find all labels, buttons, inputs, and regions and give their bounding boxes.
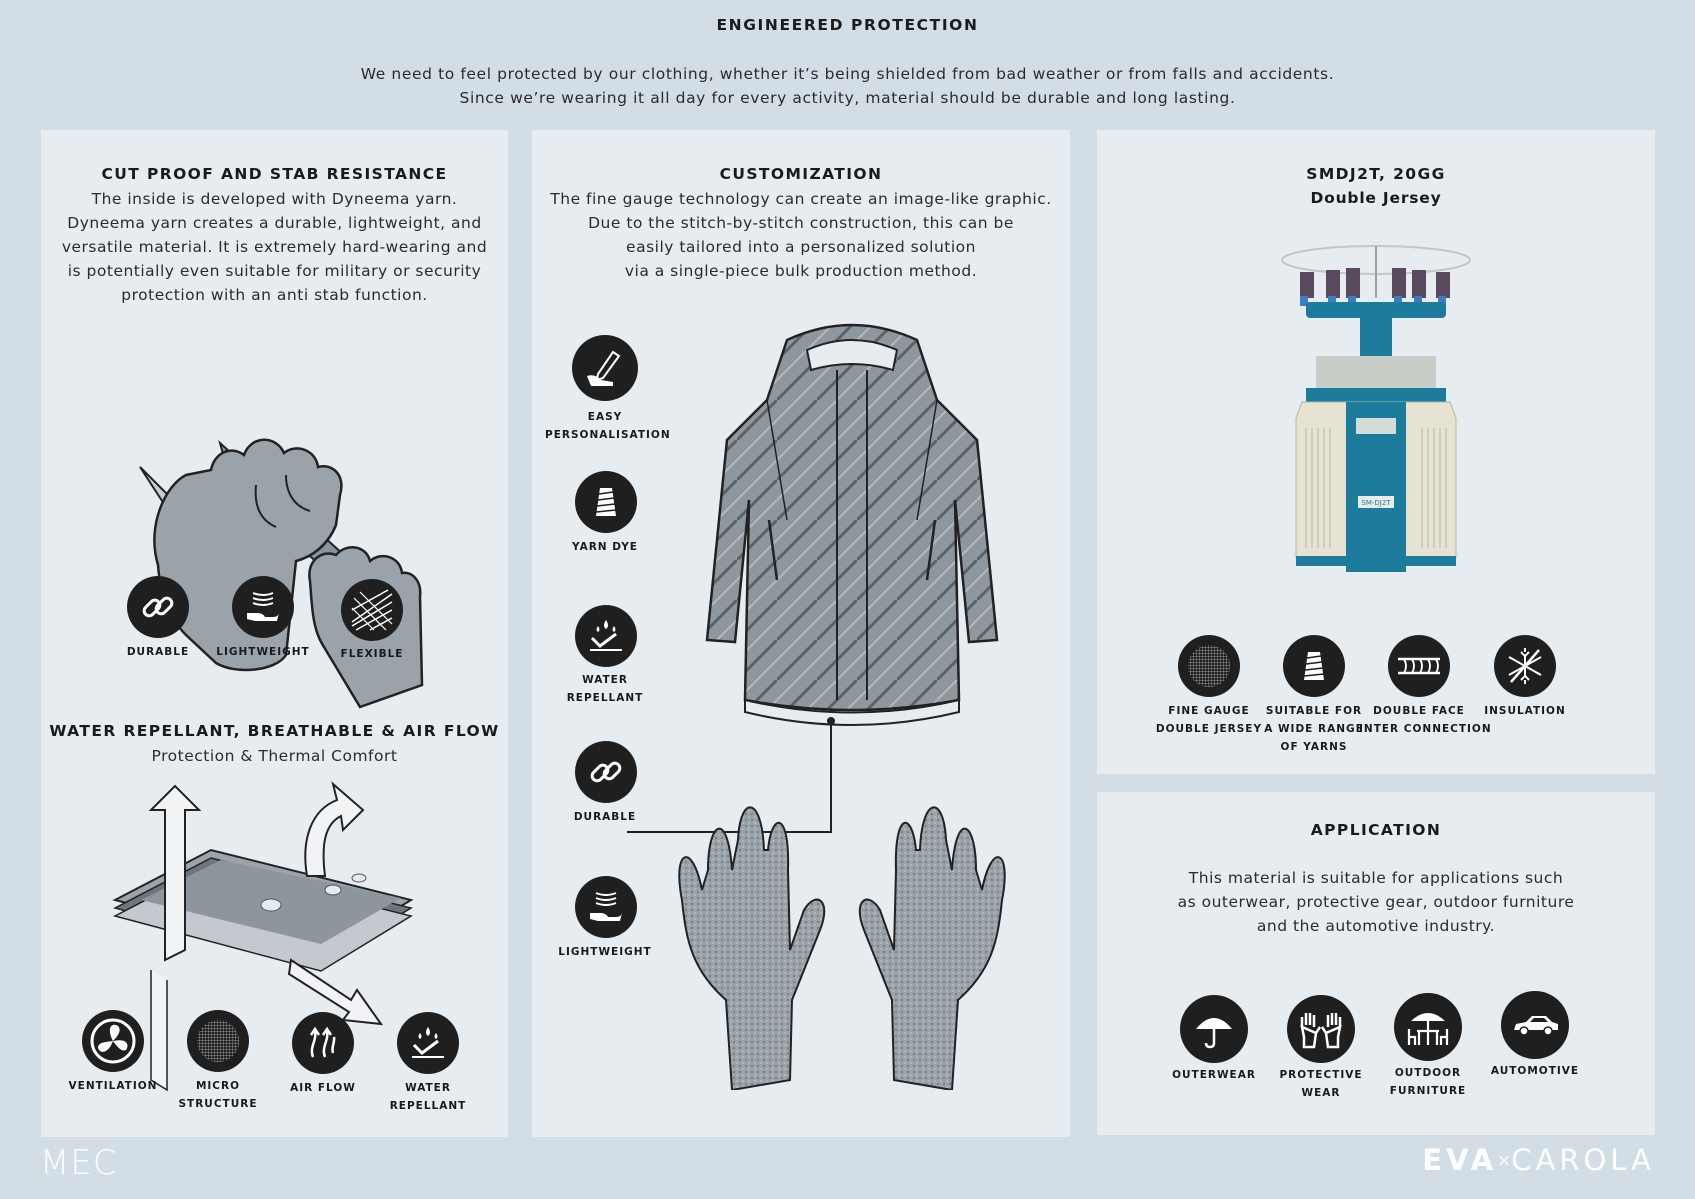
water-drops-icon <box>575 605 637 667</box>
chain-link-icon <box>127 576 189 638</box>
customization-panel <box>532 130 1070 1137</box>
gloves-illustration <box>672 800 1012 1090</box>
water-icon-label: AIR FLOW <box>290 1082 356 1094</box>
machine-icon-label: FINE GAUGE DOUBLE JERSEY <box>1155 705 1263 735</box>
water-icon-label: WATER REPELLANT <box>389 1082 467 1112</box>
custom-icon-label: YARN DYE <box>572 541 638 553</box>
fine-grid-icon <box>1178 635 1240 697</box>
cut-icon-label: LIGHTWEIGHT <box>216 646 310 658</box>
mec-logo: MEC <box>40 1143 118 1183</box>
custom-line: Due to the stitch-by-stitch construction, this can be <box>588 214 1014 232</box>
water-subheading: Protection & Thermal Comfort <box>151 747 398 765</box>
application-description <box>1097 866 1655 938</box>
customization-heading: CUSTOMIZATION <box>719 165 883 183</box>
machine-panel <box>1097 130 1655 774</box>
custom-icon-label: DURABLE <box>573 811 637 823</box>
knitting-machine-illustration <box>1276 238 1476 598</box>
custom-icon-label: EASY PERSONALISATION <box>545 411 671 441</box>
machine-subheading: Double Jersey <box>1310 189 1442 207</box>
cut-line: is potentially even suitable for military or security <box>67 262 482 280</box>
brand-x: × <box>1497 1151 1512 1171</box>
application-icon-label: AUTOMOTIVE <box>1490 1065 1580 1077</box>
hand-feather-icon <box>232 576 294 638</box>
hand-writing-icon <box>572 335 638 401</box>
cut-line: versatile material. It is extremely hard-wearing and <box>61 238 488 256</box>
umbrella-icon <box>1180 995 1248 1063</box>
cut-icon-label: DURABLE <box>126 646 190 658</box>
application-panel <box>1097 792 1655 1135</box>
parasol-table-icon <box>1394 993 1462 1061</box>
flexible-mesh-icon <box>341 579 403 641</box>
intro-text <box>0 62 1695 110</box>
application-line: and the automotive industry. <box>1256 917 1496 935</box>
custom-icon-label: WATER REPELLANT <box>566 674 644 704</box>
yarn-cone-icon <box>575 471 637 533</box>
machine-plate: SM-DJ2T <box>1361 499 1391 507</box>
fan-icon <box>82 1010 144 1072</box>
application-heading: APPLICATION <box>1310 821 1442 839</box>
brand-eva: EVA <box>1422 1143 1498 1177</box>
machine-icon-label: INSULATION <box>1484 705 1566 717</box>
custom-line: via a single-piece bulk production method. <box>624 262 978 280</box>
eva-carola-logo <box>1422 1143 1655 1177</box>
application-line: as outerwear, protective gear, outdoor furniture <box>1177 893 1575 911</box>
cut-line: Dyneema yarn creates a durable, lightweight, and <box>67 214 482 232</box>
customization-description <box>532 187 1070 283</box>
fabric-layers-illustration <box>111 780 451 1120</box>
double-face-icon <box>1388 635 1450 697</box>
intro-line: We need to feel protected by our clothing, whether it’s being shielded from bad weather or from falls and accidents. <box>360 65 1335 83</box>
snowflake-icon <box>1494 635 1556 697</box>
custom-icon-label: LIGHTWEIGHT <box>558 946 652 958</box>
application-icon-label: PROTECTIVE WEAR <box>1279 1069 1363 1099</box>
page-title: ENGINEERED PROTECTION <box>716 16 979 34</box>
gloves-icon <box>1287 995 1355 1063</box>
air-flow-arrows-icon <box>292 1012 354 1074</box>
machine-icon-label: SUITABLE FOR A WIDE RANGE OF YARNS <box>1264 705 1364 753</box>
application-icon-label: OUTERWEAR <box>1172 1069 1256 1081</box>
jacket-illustration <box>697 320 1007 750</box>
car-icon <box>1501 991 1569 1059</box>
custom-line: The fine gauge technology can create an image-like graphic. <box>550 190 1052 208</box>
cut-line: protection with an anti stab function. <box>121 286 428 304</box>
machine-icon-label: DOUBLE FACE INTER CONNECTION <box>1359 705 1492 735</box>
application-icon-label: OUTDOOR FURNITURE <box>1389 1067 1467 1097</box>
chain-link-icon <box>575 741 637 803</box>
hand-feather-icon <box>575 876 637 938</box>
custom-line: easily tailored into a personalized solution <box>626 238 976 256</box>
water-icon-label: MICRO STRUCTURE <box>178 1080 258 1110</box>
water-icon-label: VENTILATION <box>68 1080 158 1092</box>
yarn-cone-icon <box>1283 635 1345 697</box>
cut-icon-label: FLEXIBLE <box>340 648 404 660</box>
left-panel <box>41 130 508 1137</box>
water-heading: WATER REPELLANT, BREATHABLE & AIR FLOW <box>49 722 500 740</box>
brand-carola: CAROLA <box>1511 1143 1655 1177</box>
cut-description <box>41 187 508 307</box>
cut-heading: CUT PROOF AND STAB RESISTANCE <box>101 165 448 183</box>
application-line: This material is suitable for applications such <box>1188 869 1564 887</box>
water-drops-icon <box>397 1012 459 1074</box>
machine-heading: SMDJ2T, 20GG <box>1306 165 1446 183</box>
cut-line: The inside is developed with Dyneema yarn. <box>91 190 458 208</box>
micro-grid-icon <box>187 1010 249 1072</box>
intro-line: Since we’re wearing it all day for every activity, material should be durable and long lasting. <box>459 89 1236 107</box>
